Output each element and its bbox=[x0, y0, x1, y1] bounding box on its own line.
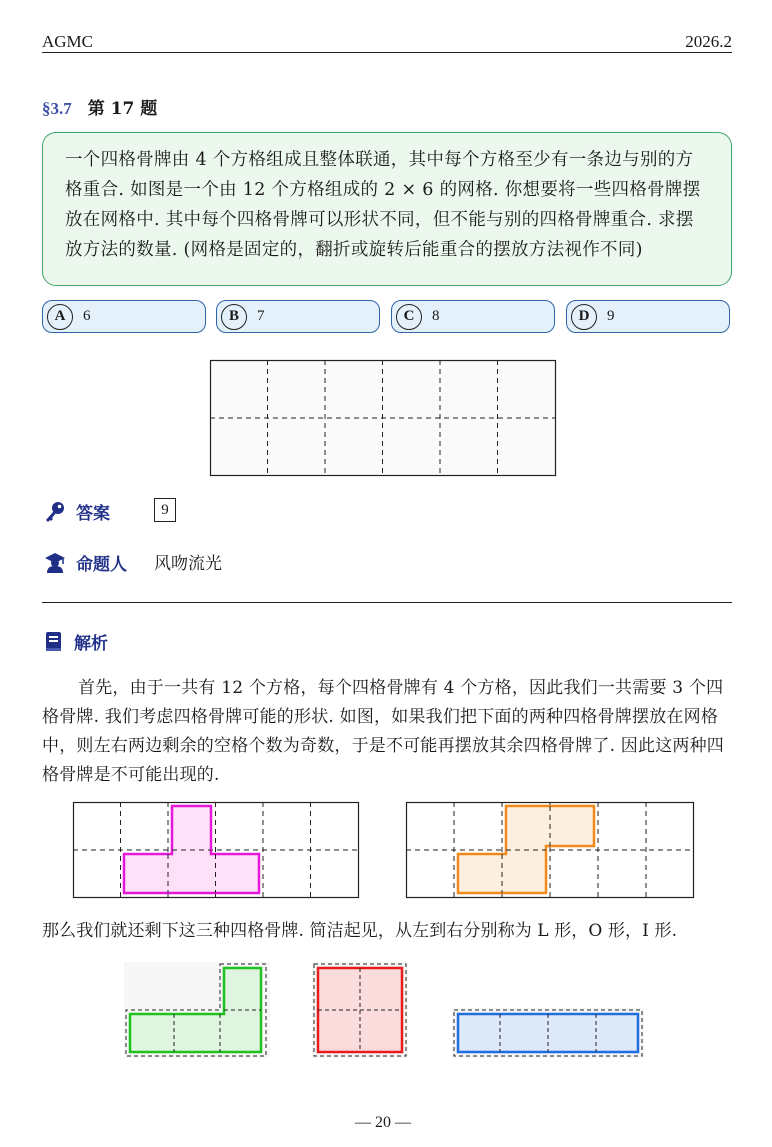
section-name: 第 17 题 bbox=[87, 99, 158, 119]
answer-box: 9 bbox=[154, 498, 176, 522]
choice-a[interactable] bbox=[42, 300, 206, 333]
choice-letter: A bbox=[47, 304, 73, 330]
analysis-paragraph-2: 那么我们就还剩下这三种四格骨牌. 简洁起见，从左到右分别称为 L 形，O 形，I 形. bbox=[42, 921, 678, 941]
answer-label: 答案 bbox=[76, 504, 110, 524]
answer-label-row bbox=[44, 499, 110, 524]
s-piece-grid bbox=[406, 802, 694, 898]
analysis-label: 解析 bbox=[74, 634, 108, 654]
choice-letter: B bbox=[221, 304, 247, 330]
t-piece-grid bbox=[73, 802, 359, 898]
i-piece-figure bbox=[452, 1008, 644, 1058]
author-label-row bbox=[44, 550, 127, 575]
i-piece bbox=[458, 1014, 638, 1052]
choice-value: 7 bbox=[257, 308, 265, 324]
section-divider bbox=[42, 602, 732, 603]
key-icon bbox=[44, 501, 66, 523]
problem-text: 一个四格骨牌由 4 个方格组成且整体联通，其中每个方格至少有一条边与别的方格重合. 如图是一个由 12 个方格组成的 2 × 6 的网格. 你想要将一些四格骨牌摆放在网格中. 其中每个四格骨牌可以形状不同，但不能与别的四格骨牌重合. 求摆放方法的数量. (网格是固定的，翻折或旋转后能重合的摆放方法视作不同) bbox=[65, 150, 701, 260]
header-right: 2026.2 bbox=[685, 32, 732, 51]
analysis-paragraph-1: 首先，由于一共有 12 个方格，每个四格骨牌有 4 个方格，因此我们一共需要 3 个四格骨牌. 我们考虑四格骨牌可能的形状. 如图，如果我们把下面的两种四格骨牌摆放在网格中，则左右两边剩余的空格个数为奇数，于是不可能再摆放其余四格骨牌了. 因此这两种四格骨牌是不可能出现的. bbox=[42, 678, 725, 785]
problem-box bbox=[42, 132, 732, 286]
choice-value: 9 bbox=[607, 308, 615, 324]
choice-c[interactable] bbox=[391, 300, 555, 333]
header-left: AGMC bbox=[42, 32, 94, 51]
choice-b[interactable] bbox=[216, 300, 380, 333]
section-title bbox=[42, 94, 157, 119]
choice-letter: D bbox=[571, 304, 597, 330]
l-piece-figure bbox=[124, 962, 270, 1058]
author-name: 风吻流光 bbox=[154, 554, 222, 574]
author-label: 命题人 bbox=[76, 555, 127, 575]
book-icon bbox=[44, 631, 64, 653]
choice-letter: C bbox=[396, 304, 422, 330]
main-grid bbox=[210, 360, 556, 476]
page-number: — 20 — bbox=[355, 1114, 411, 1131]
section-number: §3.7 bbox=[42, 99, 72, 118]
header-rule bbox=[42, 52, 732, 53]
teacher-icon bbox=[44, 552, 66, 574]
choice-value: 6 bbox=[83, 308, 91, 324]
o-piece-figure bbox=[312, 962, 408, 1058]
choice-value: 8 bbox=[432, 308, 440, 324]
choice-d[interactable] bbox=[566, 300, 730, 333]
analysis-label-row bbox=[44, 629, 108, 654]
